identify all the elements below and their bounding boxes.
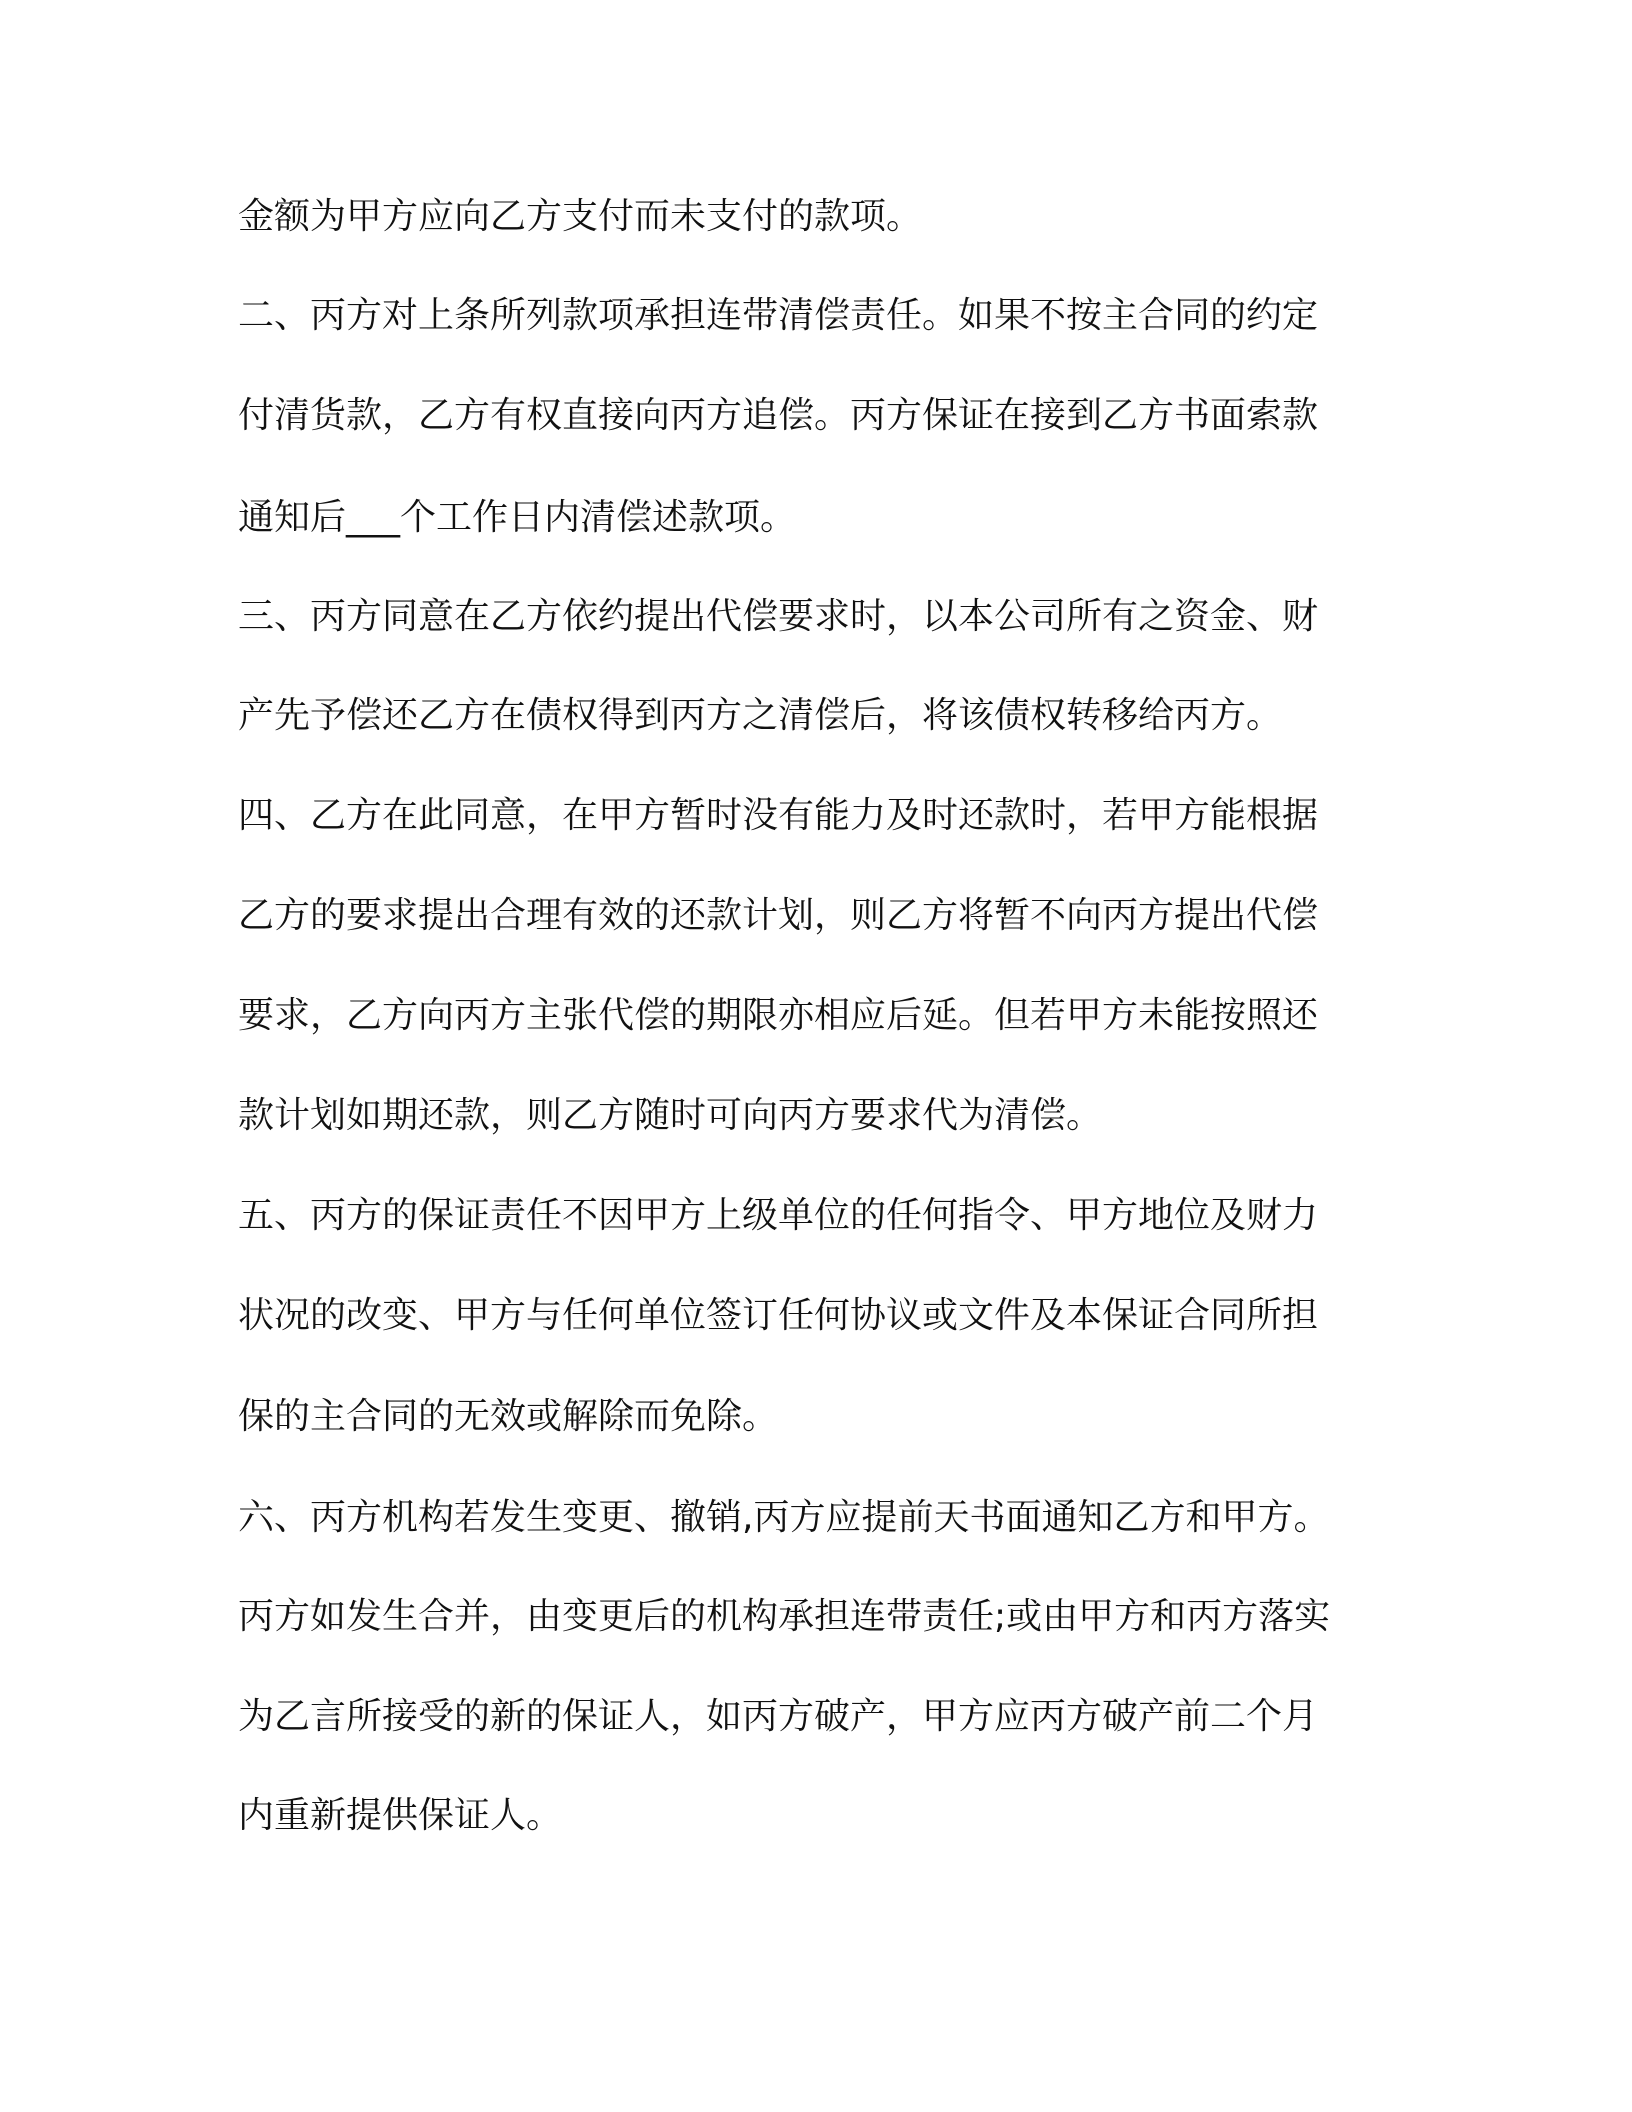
text-line-6: 产先予偿还乙方在债权得到丙方之清偿后，将该债权转移给丙方。 (238, 695, 1283, 736)
text-line-15: 丙方如发生合并，由变更后的机构承担连带责任;或由甲方和丙方落实 (238, 1596, 1331, 1637)
text-line-10: 款计划如期还款，则乙方随时可向丙方要求代为清偿。 (238, 1095, 1103, 1136)
text-line-9: 要求，乙方向丙方主张代偿的期限亦相应后延。但若甲方未能按照还 (238, 995, 1319, 1036)
text-line-12: 状况的改变、甲方与任何单位签订任何协议或文件及本保证合同所担 (238, 1295, 1319, 1336)
text-line-5: 三、丙方同意在乙方依约提出代偿要求时，以本公司所有之资金、财 (238, 596, 1319, 637)
text-line-11: 五、丙方的保证责任不因甲方上级单位的任何指令、甲方地位及财力 (238, 1195, 1319, 1236)
text-line-13: 保的主合同的无效或解除而免除。 (238, 1396, 779, 1437)
text-line-3: 付清货款，乙方有权直接向丙方追偿。丙方保证在接到乙方书面索款 (238, 395, 1319, 436)
text-line-7: 四、乙方在此同意，在甲方暂时没有能力及时还款时，若甲方能根据 (238, 795, 1319, 836)
text-line-17: 内重新提供保证人。 (238, 1795, 563, 1836)
text-line-2: 二、丙方对上条所列款项承担连带清偿责任。如果不按主合同的约定 (238, 295, 1319, 336)
text-line-16: 为乙言所接受的新的保证人，如丙方破产，甲方应丙方破产前二个月 (238, 1696, 1319, 1737)
text-line-14: 六、丙方机构若发生变更、撤销,丙方应提前天书面通知乙方和甲方。 (238, 1497, 1330, 1538)
text-line-1: 金额为甲方应向乙方支付而未支付的款项。 (238, 196, 923, 237)
text-line-4: 通知后___个工作日内清偿述款项。 (238, 497, 797, 538)
text-line-8: 乙方的要求提出合理有效的还款计划，则乙方将暂不向丙方提出代偿 (238, 895, 1319, 936)
